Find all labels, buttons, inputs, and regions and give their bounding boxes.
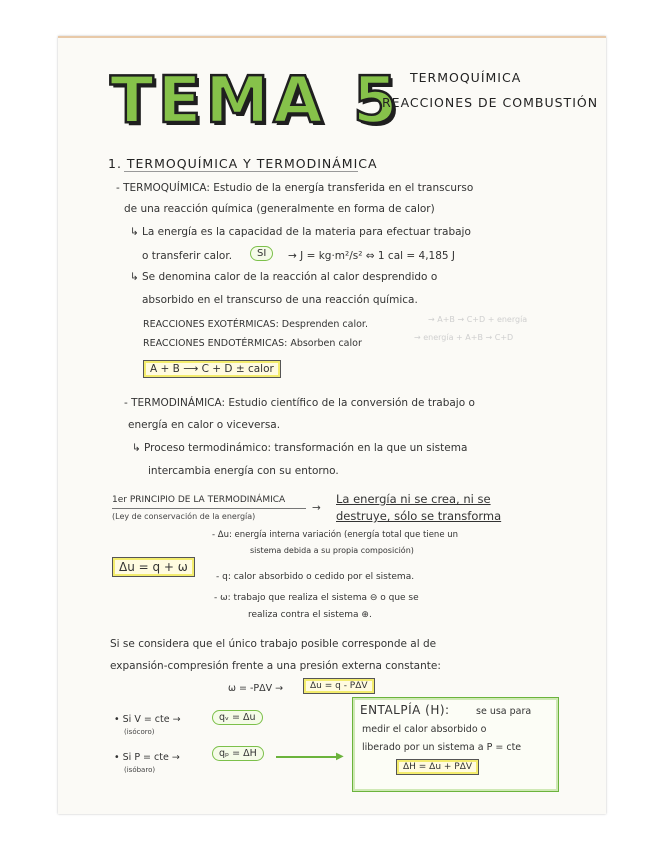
internal-energy-formula-box: Δu = q - PΔV: [303, 678, 375, 694]
termodinamica-line-2: energía en calor o viceversa.: [128, 419, 281, 431]
entalpia-line-2: medir el calor absorbido o: [362, 724, 487, 735]
enthalpy-formula-box: ΔH = Δu + PΔV: [396, 759, 479, 775]
q-definition: - q: calor absorbido o cedido por el sistema.: [216, 572, 415, 582]
heading-underline: [124, 171, 358, 172]
termodinamica-line-1: - TERMODINÁMICA: Estudio científico de la conversión de trabajo o: [124, 397, 475, 409]
expansion-line-1: Si se considera que el único trabajo posible corresponde al de: [110, 638, 437, 650]
principio-label: 1er PRINCIPIO DE LA TERMODINÁMICA: [112, 495, 286, 505]
work-formula: ω = -PΔV →: [228, 683, 284, 694]
principio-sublabel: (Ley de conservación de la energía): [112, 512, 256, 521]
principio-underline: [112, 508, 306, 509]
proceso-line-2: intercambia energía con su entorno.: [148, 465, 339, 477]
case-isobaro-sub: (isóbaro): [124, 766, 156, 774]
arrow-head-icon: ▶: [336, 751, 344, 762]
arrow-return-icon: ↳: [132, 442, 141, 454]
section-heading: 1. TERMOQUÍMICA Y TERMODINÁMICA: [108, 156, 378, 171]
case-isocoro-label: • Si V = cte →: [114, 714, 181, 725]
energia-line-2a: o transferir calor.: [142, 250, 233, 262]
case-isocoro-result: qᵥ = Δu: [212, 710, 263, 725]
calor-line-1: Se denomina calor de la reacción al calor desprendido o: [142, 271, 438, 283]
arrow-right-icon: →: [312, 502, 321, 514]
reaction-equation-box: A + B ⟶ C + D ± calor: [143, 360, 281, 378]
exotermicas-faint-note: → A+B → C+D + energía: [428, 315, 528, 324]
subtitle-termoquimica: TERMOQUÍMICA: [410, 70, 522, 85]
case-isobaro-label: • Si P = cte →: [114, 752, 180, 763]
arrow-return-icon: ↳: [130, 226, 139, 238]
entalpia-title: ENTALPÍA (H):: [360, 703, 450, 717]
entalpia-line-3: liberado por un sistema a P = cte: [362, 742, 522, 753]
endotermicas-line: REACCIONES ENDOTÉRMICAS: Absorben calor: [143, 338, 362, 349]
exotermicas-line: REACCIONES EXOTÉRMICAS: Desprenden calor.: [143, 319, 368, 330]
proceso-line-1: Proceso termodinámico: transformación en la que un sistema: [144, 442, 468, 454]
principio-statement-2: destruye, sólo se transforma: [336, 509, 502, 523]
expansion-line-2: expansión-compresión frente a una presión externa constante:: [110, 660, 441, 672]
entalpia-line-1: se usa para: [476, 706, 532, 717]
endotermicas-faint-note: → energía + A+B → C+D: [414, 333, 514, 342]
energia-line-1: La energía es la capacidad de la materia para efectuar trabajo: [142, 226, 471, 238]
w-definition-2: realiza contra el sistema ⊕.: [248, 610, 372, 620]
si-badge: SI: [250, 246, 273, 261]
case-isobaro-result: qₚ = ΔH: [212, 746, 264, 761]
termoquimica-line-1: - TERMOQUÍMICA: Estudio de la energía transferida en el transcurso: [116, 182, 474, 194]
principio-statement-1: La energía ni se crea, ni se: [336, 492, 491, 506]
first-law-formula-box: Δu = q + ω: [112, 557, 195, 577]
arrow-return-icon: ↳: [130, 271, 139, 283]
subtitle-combustion: REACCIONES DE COMBUSTIÓN: [382, 95, 599, 110]
calor-line-2: absorbido en el transcurso de una reacción química.: [142, 294, 418, 306]
arrow-line-to-entalpia: [276, 756, 340, 758]
energia-line-2b: → J = kg·m²/s² ⇔ 1 cal = 4,185 J: [288, 250, 456, 262]
case-isocoro-sub: (isócoro): [124, 728, 155, 736]
termoquimica-line-2: de una reacción química (generalmente en forma de calor): [124, 203, 435, 215]
du-definition-1: - Δu: energía interna variación (energía total que tiene un: [212, 530, 459, 540]
du-definition-2: sistema debida a su propia composición): [250, 546, 414, 555]
big-title: TEMA 5: [110, 64, 402, 138]
w-definition-1: - ω: trabajo que realiza el sistema ⊖ o que se: [214, 593, 419, 603]
